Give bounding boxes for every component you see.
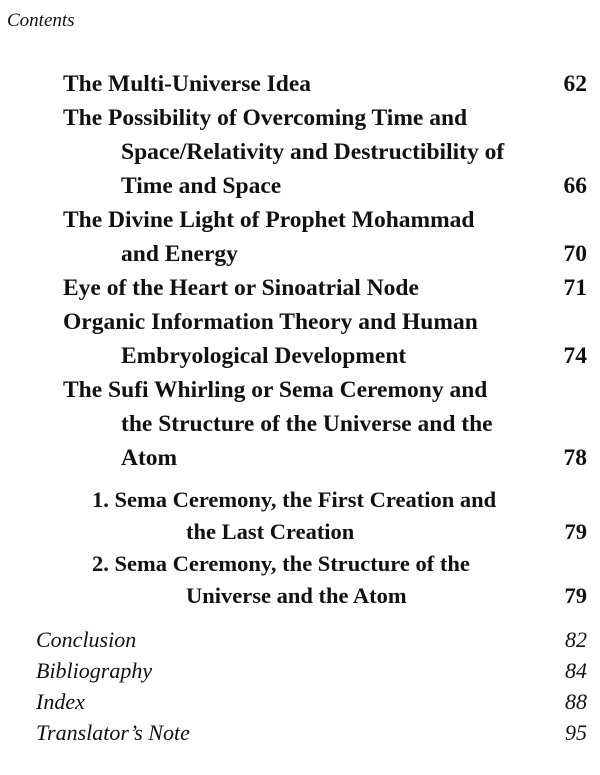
toc-backmatter-page: 84 [565, 658, 587, 683]
toc-entry-title-continued: Time and Space [121, 173, 282, 199]
toc-entry-title: Organic Information Theory and Human [63, 309, 478, 335]
contents-header: Contents [7, 10, 75, 31]
toc-entry-page: 74 [563, 343, 587, 369]
toc-entry-page: 78 [563, 445, 587, 471]
toc-entry-title: The Multi-Universe Idea [63, 71, 312, 97]
toc-backmatter-page: 95 [565, 720, 587, 745]
toc-backmatter-title: Translator’s Note [36, 720, 190, 745]
toc-entry-title-continued: the Structure of the Universe and the [121, 411, 493, 437]
toc-entry-title-continued: Space/Relativity and Destructibility of [121, 139, 505, 165]
toc-entry-page: 70 [563, 241, 587, 267]
toc-entry-title: The Sufi Whirling or Sema Ceremony and [63, 377, 488, 403]
toc-entry-title: The Divine Light of Prophet Mohammad [63, 207, 475, 233]
toc-entry-title-continued: and Energy [121, 241, 238, 267]
toc-entry-title-continued: Embryological Development [121, 343, 407, 369]
toc-backmatter-page: 82 [565, 627, 587, 652]
toc-subentry-title: 1. Sema Ceremony, the First Creation and [92, 487, 497, 512]
toc-backmatter-title: Conclusion [36, 627, 137, 652]
toc-backmatter-title: Index [36, 689, 85, 714]
toc-entry-title-continued: Atom [121, 445, 178, 471]
toc-entry-page: 71 [563, 275, 587, 301]
toc-subentry-page: 79 [564, 519, 587, 544]
toc-subentry-title-continued: Universe and the Atom [186, 583, 407, 608]
toc-subentry-page: 79 [564, 583, 587, 608]
toc-subentry-title: 2. Sema Ceremony, the Structure of the [92, 551, 470, 576]
toc-subentry-title-continued: the Last Creation [186, 519, 355, 544]
toc-entry-page: 66 [563, 173, 587, 199]
toc-entry-title: Eye of the Heart or Sinoatrial Node [63, 275, 419, 301]
toc-entry-title: The Possibility of Overcoming Time and [63, 105, 468, 131]
toc-entry-page: 62 [563, 71, 587, 97]
toc-backmatter-page: 88 [565, 689, 587, 714]
toc-backmatter-title: Bibliography [36, 658, 153, 683]
